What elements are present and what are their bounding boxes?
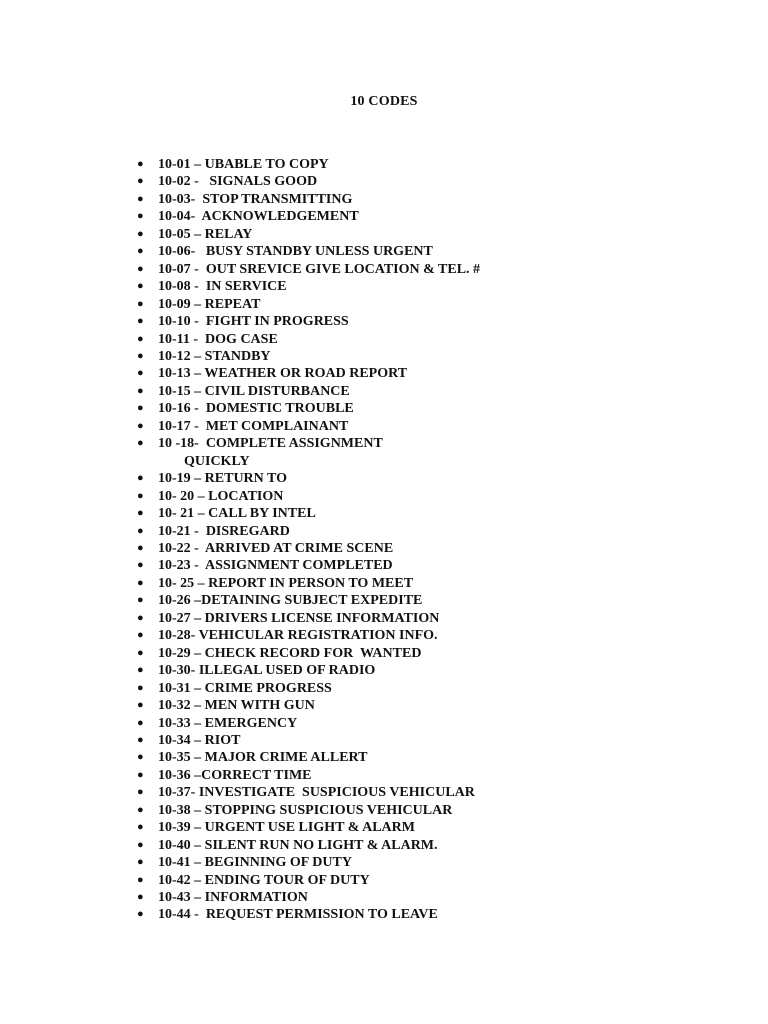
code-text: 10-36 –CORRECT TIME <box>158 767 312 783</box>
code-text: 10-30- ILLEGAL USED OF RADIO <box>158 663 376 679</box>
code-text: 10-08 - IN SERVICE <box>158 279 287 295</box>
bullet-icon: ● <box>137 908 144 921</box>
code-item-10-32 <box>0 697 480 714</box>
code-item-10-40 <box>0 837 480 854</box>
code-text: 10-11 - DOG CASE <box>158 331 278 347</box>
document-title: 10 CODES <box>350 94 418 109</box>
code-item-10-15 <box>0 383 480 400</box>
code-text: 10-41 – BEGINNING OF DUTY <box>158 855 352 871</box>
code-item-10-12 <box>0 348 480 365</box>
code-text: 10- 25 – REPORT IN PERSON TO MEET <box>158 575 414 591</box>
code-item-10-19 <box>0 470 480 487</box>
code-item-10-41 <box>0 854 480 871</box>
code-item-10-10 <box>0 313 480 330</box>
code-item-10-03 <box>0 191 480 208</box>
code-item-10-07 <box>0 261 480 278</box>
code-item-10-13 <box>0 365 480 382</box>
code-text: 10- 21 – CALL BY INTEL <box>158 506 316 522</box>
code-item-10-39 <box>0 819 480 836</box>
bullet-icon: ● <box>137 594 144 607</box>
code-text: 10 -18- COMPLETE ASSIGNMENT <box>158 436 383 452</box>
code-text: 10-42 – ENDING TOUR OF DUTY <box>158 872 370 888</box>
code-text: 10-33 – EMERGENCY <box>158 715 298 731</box>
code-item-10-25 <box>0 575 480 592</box>
bullet-icon: ● <box>137 210 144 223</box>
bullet-icon: ● <box>137 315 144 328</box>
code-text: 10-23 - ASSIGNMENT COMPLETED <box>158 558 393 574</box>
code-text: 10-26 –DETAINING SUBJECT EXPEDITE <box>158 593 423 609</box>
bullet-icon: ● <box>137 507 144 520</box>
code-item-10-42 <box>0 872 480 889</box>
code-item-10-23 <box>0 557 480 574</box>
bullet-icon: ● <box>137 245 144 258</box>
bullet-icon: ● <box>137 768 144 781</box>
code-text: 10-03- STOP TRANSMITTING <box>158 191 353 207</box>
code-text: 10- 20 – LOCATION <box>158 488 284 504</box>
code-item-10-31 <box>0 680 480 697</box>
code-item-10-22 <box>0 540 480 557</box>
bullet-icon: ● <box>137 559 144 572</box>
code-text: 10-19 – RETURN TO <box>158 471 288 487</box>
bullet-icon: ● <box>137 402 144 415</box>
bullet-icon: ● <box>137 873 144 886</box>
code-item-10-20 <box>0 488 480 505</box>
code-text: 10-04- ACKNOWLEDGEMENT <box>158 209 359 225</box>
bullet-icon: ● <box>137 838 144 851</box>
code-text: 10-16 - DOMESTIC TROUBLE <box>158 401 354 417</box>
code-item-10-35 <box>0 749 480 766</box>
bullet-icon: ● <box>137 786 144 799</box>
code-text: 10-06- BUSY STANDBY UNLESS URGENT <box>158 244 433 260</box>
bullet-icon: ● <box>137 524 144 537</box>
code-text: 10-43 – INFORMATION <box>158 890 308 906</box>
code-item-10-29 <box>0 645 480 662</box>
code-item-10-17 <box>0 418 480 435</box>
bullet-icon: ● <box>137 367 144 380</box>
code-text: 10-38 – STOPPING SUSPICIOUS VEHICULAR <box>158 802 453 818</box>
code-item-10-33 <box>0 715 480 732</box>
bullet-icon: ● <box>137 384 144 397</box>
code-item-10-43 <box>0 889 480 906</box>
bullet-icon: ● <box>137 280 144 293</box>
bullet-icon: ● <box>137 158 144 170</box>
bullet-icon: ● <box>137 751 144 764</box>
code-text: 10-12 – STANDBY <box>158 348 271 364</box>
code-item-10-16 <box>0 400 480 417</box>
bullet-icon: ● <box>137 489 144 502</box>
bullet-icon: ● <box>137 664 144 677</box>
code-text: 10-28- VEHICULAR REGISTRATION INFO. <box>158 628 438 644</box>
bullet-icon: ● <box>137 175 144 188</box>
code-item-10-18 <box>0 435 480 470</box>
code-item-10-09 <box>0 296 480 313</box>
bullet-icon: ● <box>137 611 144 624</box>
code-item-10-21-intel <box>0 505 480 522</box>
bullet-icon: ● <box>137 437 144 450</box>
bullet-icon: ● <box>137 699 144 712</box>
code-text: 10-40 – SILENT RUN NO LIGHT & ALARM. <box>158 837 438 853</box>
code-text-continuation: QUICKLY <box>184 453 250 469</box>
code-text: 10-09 – REPEAT <box>158 296 261 312</box>
code-item-10-21-disregard <box>0 523 480 540</box>
bullet-icon: ● <box>137 803 144 816</box>
code-item-10-36 <box>0 767 480 784</box>
bullet-icon: ● <box>137 856 144 869</box>
ten-codes-list <box>0 156 480 924</box>
code-text: 10-01 – UBABLE TO COPY <box>158 157 329 172</box>
code-item-10-06 <box>0 243 480 260</box>
code-text: 10-34 – RIOT <box>158 732 241 748</box>
code-text: 10-15 – CIVIL DISTURBANCE <box>158 383 350 399</box>
code-text: 10-39 – URGENT USE LIGHT & ALARM <box>158 820 415 836</box>
code-text: 10-05 – RELAY <box>158 226 253 242</box>
code-text: 10-13 – WEATHER OR ROAD REPORT <box>158 366 408 382</box>
code-item-10-34 <box>0 732 480 749</box>
bullet-icon: ● <box>137 419 144 432</box>
bullet-icon: ● <box>137 541 144 554</box>
code-item-10-04 <box>0 208 480 225</box>
bullet-icon: ● <box>137 332 144 345</box>
code-item-10-30 <box>0 662 480 679</box>
code-text: 10-07 - OUT SREVICE GIVE LOCATION & TEL. # <box>158 261 481 277</box>
bullet-icon: ● <box>137 576 144 589</box>
code-text: 10-31 – CRIME PROGRESS <box>158 680 332 696</box>
code-item-10-28 <box>0 627 480 644</box>
bullet-icon: ● <box>137 262 144 275</box>
bullet-icon: ● <box>137 681 144 694</box>
code-item-10-02 <box>0 173 480 190</box>
bullet-icon: ● <box>137 629 144 642</box>
code-item-10-26 <box>0 592 480 609</box>
code-text: 10-35 – MAJOR CRIME ALLERT <box>158 750 368 766</box>
code-text: 10-10 - FIGHT IN PROGRESS <box>158 314 349 330</box>
code-item-10-44 <box>0 906 480 923</box>
bullet-icon: ● <box>137 733 144 746</box>
code-text: 10-17 - MET COMPLAINANT <box>158 418 349 434</box>
code-text: 10-29 – CHECK RECORD FOR WANTED <box>158 645 422 661</box>
code-text: 10-21 - DISREGARD <box>158 523 290 539</box>
code-text: 10-27 – DRIVERS LICENSE INFORMATION <box>158 610 440 626</box>
bullet-icon: ● <box>137 192 144 205</box>
code-item-10-37 <box>0 784 480 801</box>
bullet-icon: ● <box>137 891 144 904</box>
code-item-10-08 <box>0 278 480 295</box>
bullet-icon: ● <box>137 821 144 834</box>
code-item-10-38 <box>0 802 480 819</box>
bullet-icon: ● <box>137 646 144 659</box>
bullet-icon: ● <box>137 227 144 240</box>
code-text: 10-02 - SIGNALS GOOD <box>158 174 318 190</box>
bullet-icon: ● <box>137 349 144 362</box>
code-item-10-11 <box>0 331 480 348</box>
code-item-10-05 <box>0 226 480 243</box>
code-text: 10-37- INVESTIGATE SUSPICIOUS VEHICULAR <box>158 785 475 801</box>
bullet-icon: ● <box>137 472 144 485</box>
code-text: 10-22 - ARRIVED AT CRIME SCENE <box>158 540 394 556</box>
bullet-icon: ● <box>137 297 144 310</box>
bullet-icon: ● <box>137 716 144 729</box>
code-text: 10-32 – MEN WITH GUN <box>158 698 315 714</box>
code-text: 10-44 - REQUEST PERMISSION TO LEAVE <box>158 907 438 923</box>
code-item-10-01 <box>0 156 480 173</box>
code-item-10-27 <box>0 610 480 627</box>
